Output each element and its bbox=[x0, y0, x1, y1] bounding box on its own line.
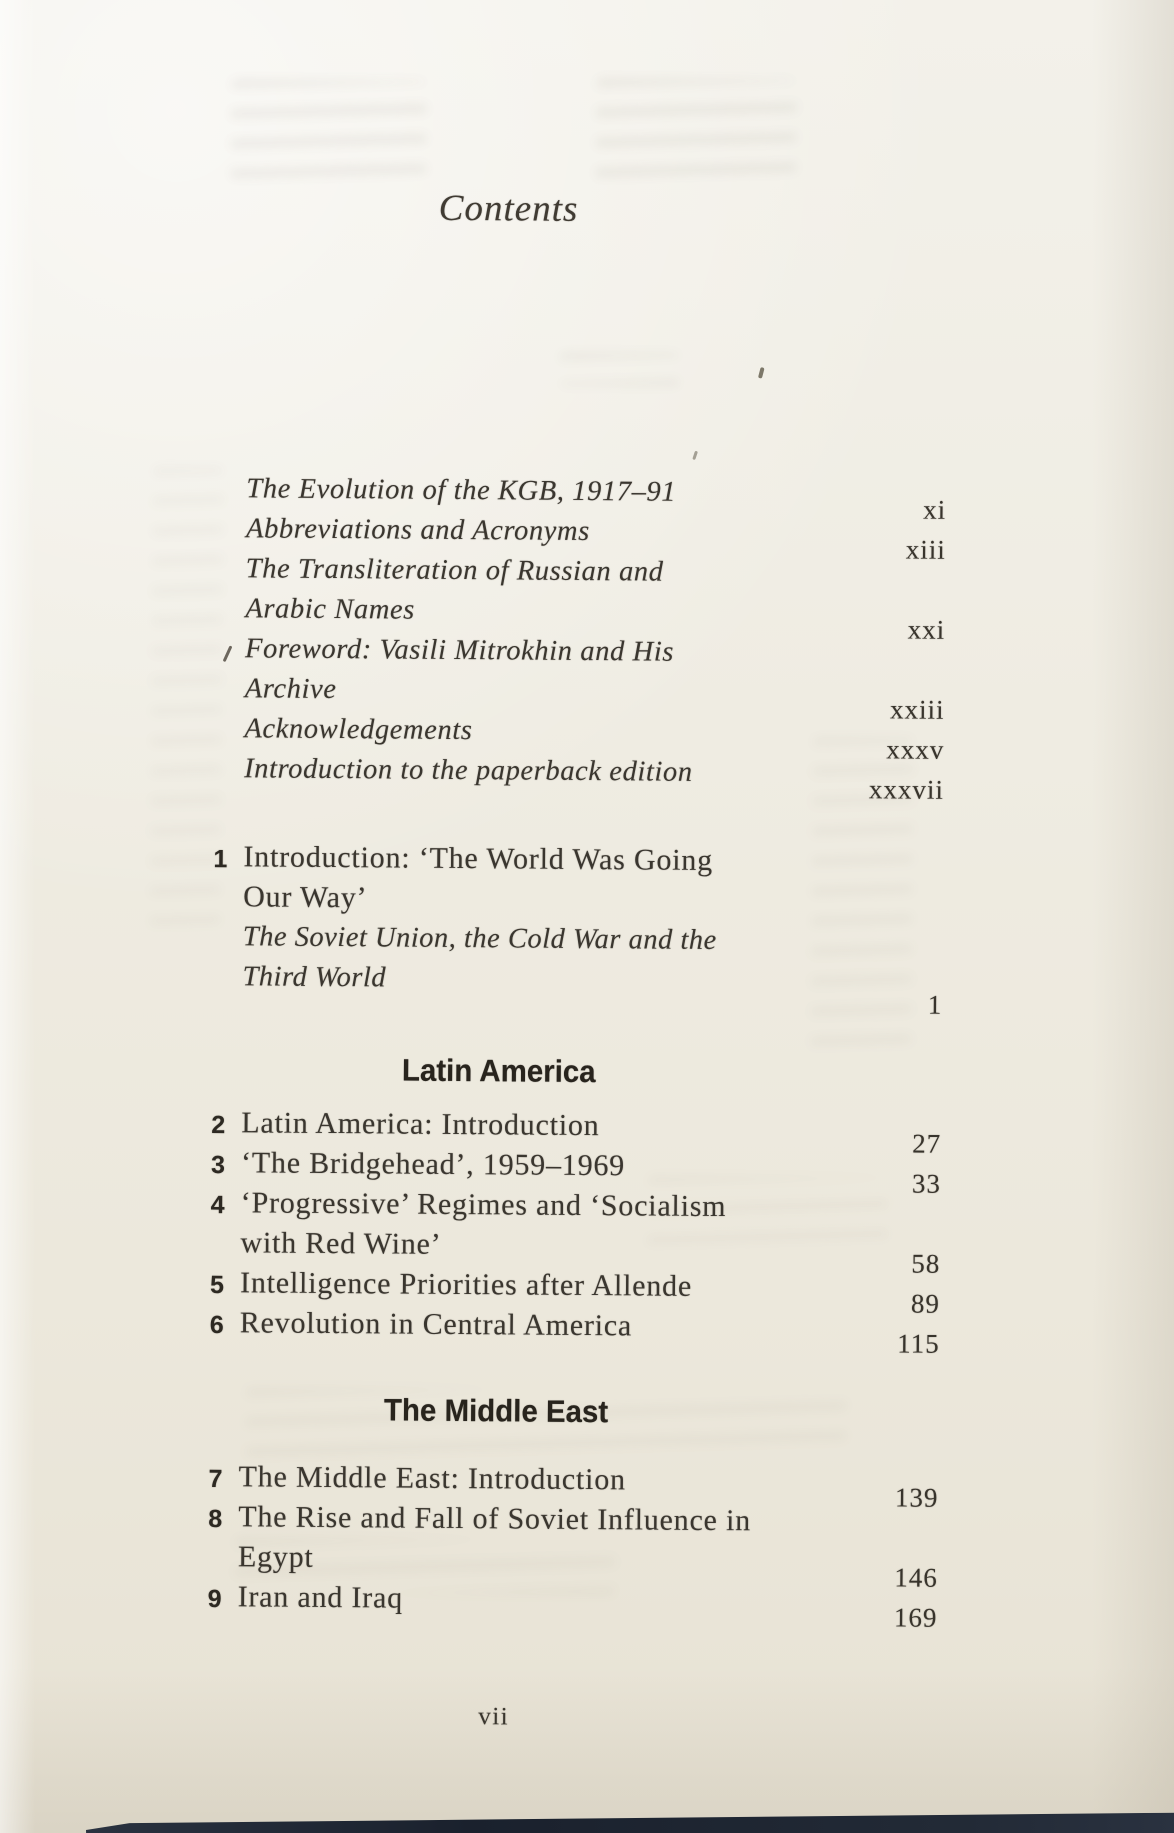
latin-america-chapter-list bbox=[209, 1103, 942, 1359]
chapter-number: 2 bbox=[211, 1111, 226, 1140]
page-ref: 33 bbox=[911, 1168, 942, 1199]
entry-line: ‘Progressive’ Regimes and ‘Socialism bbox=[240, 1186, 727, 1224]
entry-line: Introduction: ‘The World Was Going bbox=[243, 840, 714, 877]
chapter-number: 3 bbox=[210, 1151, 226, 1180]
entry-subtitle-line: Third World bbox=[242, 961, 387, 994]
photo-speck bbox=[692, 451, 698, 460]
page-ref: xxiii bbox=[890, 694, 945, 725]
toc-entry-evolution-kgb bbox=[246, 469, 947, 525]
bleed-through-smudge bbox=[596, 78, 797, 185]
toc-entry-title bbox=[238, 1497, 895, 1582]
folio-page-number: vii bbox=[478, 1703, 510, 1731]
entry-line: Acknowledgements bbox=[244, 713, 473, 747]
chapter-number: 5 bbox=[209, 1271, 225, 1300]
toc-entry-title bbox=[240, 1183, 912, 1268]
toc-entry-title bbox=[237, 1577, 894, 1622]
page-ref: 139 bbox=[894, 1482, 939, 1513]
entry-line: Foreword: Vasili Mitrokhin and His bbox=[244, 633, 675, 668]
page-ref: 169 bbox=[893, 1602, 938, 1633]
toc-entry-title bbox=[238, 1457, 895, 1502]
entry-line: Introduction to the paperback edition bbox=[244, 753, 693, 788]
page-ref: 89 bbox=[910, 1288, 941, 1319]
entry-line: Latin America: Introduction bbox=[241, 1106, 600, 1143]
toc-entry-chapter-2 bbox=[211, 1103, 942, 1159]
toc-entry-chapter-6 bbox=[209, 1303, 940, 1359]
page-ref: 1 bbox=[927, 989, 943, 1020]
toc-entry-title bbox=[240, 1263, 911, 1308]
toc-entry-foreword bbox=[244, 629, 946, 725]
entry-line: Arabic Names bbox=[245, 593, 416, 626]
page-title: Contents bbox=[438, 187, 579, 230]
entry-line: Intelligence Priorities after Allende bbox=[239, 1266, 693, 1303]
toc-entry-title bbox=[244, 749, 869, 794]
toc-entry-title bbox=[242, 837, 929, 1002]
photo-stray-mark bbox=[223, 645, 232, 662]
toc-entry-chapter-9 bbox=[207, 1577, 938, 1633]
page-ref: 58 bbox=[911, 1248, 941, 1279]
toc-entry-title bbox=[241, 1103, 912, 1148]
bleed-through-smudge bbox=[559, 352, 679, 387]
toc-entry-chapter-1 bbox=[212, 837, 943, 1020]
page-ref: 27 bbox=[912, 1128, 942, 1159]
entry-line: ‘The Bridgehead’, 1959–1969 bbox=[240, 1146, 626, 1183]
entry-line: Abbreviations and Acronyms bbox=[245, 513, 590, 548]
entry-line: Our Way’ bbox=[243, 880, 368, 915]
chapter-number: 6 bbox=[209, 1311, 224, 1340]
toc-entry-chapter-4 bbox=[210, 1183, 941, 1279]
entry-line: with Red Wine’ bbox=[240, 1226, 442, 1261]
entry-line: Iran and Iraq bbox=[237, 1580, 404, 1615]
section-header-latin-america: Latin America bbox=[401, 1052, 596, 1090]
chapter-number: 7 bbox=[208, 1465, 223, 1494]
toc-entry-title bbox=[245, 629, 891, 714]
entry-subtitle-line: The Soviet Union, the Cold War and the bbox=[242, 921, 717, 957]
page-ref: 115 bbox=[897, 1328, 940, 1359]
page-ref: xxxv bbox=[886, 734, 945, 765]
chapter-number: 9 bbox=[207, 1585, 222, 1614]
toc-entry-abbreviations bbox=[245, 509, 947, 565]
page-ref: 146 bbox=[894, 1562, 938, 1593]
entry-line: Revolution in Central America bbox=[239, 1306, 633, 1343]
front-matter-list bbox=[244, 469, 947, 805]
chapter-number: 8 bbox=[208, 1505, 223, 1534]
toc-entry-transliteration bbox=[245, 549, 946, 645]
toc-entry-title bbox=[241, 1143, 912, 1188]
page-ref: xi bbox=[923, 494, 947, 525]
entry-line: Egypt bbox=[237, 1540, 314, 1574]
entry-line: The Evolution of the KGB, 1917–91 bbox=[246, 473, 677, 508]
entry-line: The Rise and Fall of Soviet Influence in bbox=[238, 1500, 752, 1538]
chapter-number: 4 bbox=[210, 1191, 225, 1220]
page-ref: xxxvii bbox=[868, 774, 945, 805]
toc-entry-title bbox=[245, 549, 908, 634]
entry-line: Archive bbox=[244, 673, 337, 706]
toc-entry-chapter-8 bbox=[208, 1497, 939, 1593]
toc-entry-title bbox=[244, 709, 886, 754]
toc-entry-paperback-introduction bbox=[244, 749, 945, 805]
page-ref: xxi bbox=[907, 614, 946, 645]
photo-speck bbox=[758, 367, 765, 379]
entry-line: The Transliteration of Russian and bbox=[245, 553, 664, 588]
section-header-middle-east: The Middle East bbox=[383, 1392, 609, 1430]
page-ref: xiii bbox=[905, 534, 947, 565]
toc-entry-title bbox=[246, 509, 906, 554]
bleed-through-smudge bbox=[231, 79, 427, 181]
toc-entry-acknowledgements bbox=[244, 709, 945, 765]
chapter-1-entry bbox=[212, 837, 943, 1020]
toc-entry-title bbox=[240, 1303, 898, 1348]
toc-entry-chapter-7 bbox=[208, 1457, 939, 1513]
toc-entry-title bbox=[246, 469, 923, 514]
chapter-number: 1 bbox=[213, 845, 228, 874]
middle-east-chapter-list bbox=[207, 1457, 939, 1633]
entry-line: The Middle East: Introduction bbox=[238, 1460, 627, 1497]
